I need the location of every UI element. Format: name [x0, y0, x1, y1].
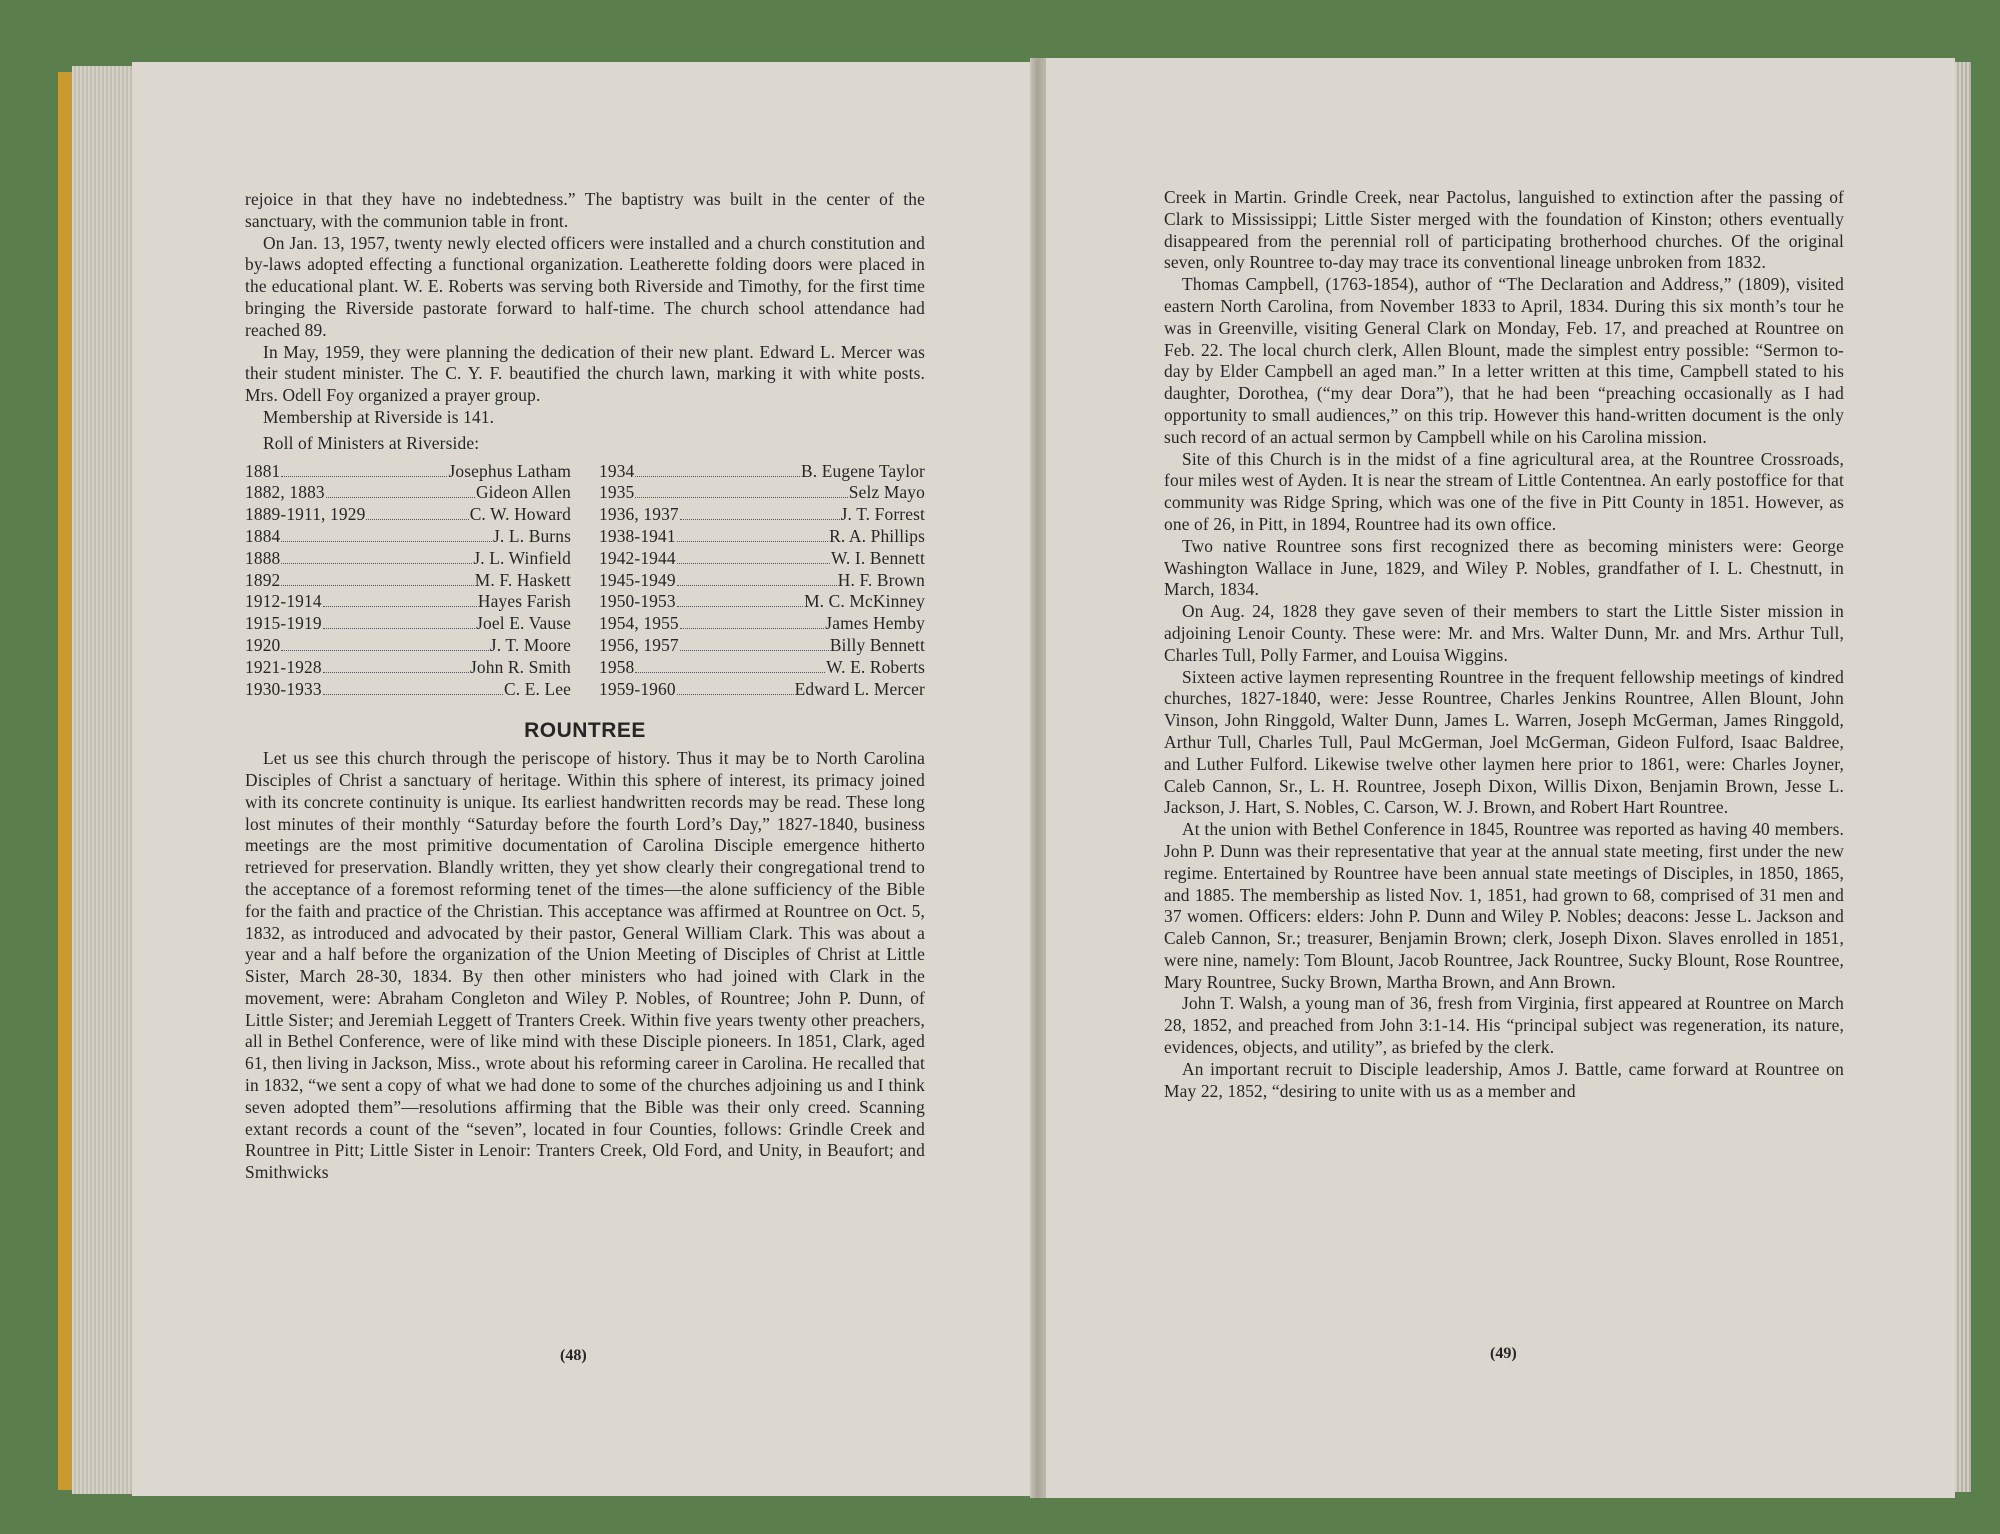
roll-years: 1934	[599, 460, 635, 481]
book-gutter	[1030, 58, 1046, 1498]
leader-dots	[680, 519, 840, 520]
page-number-left: (48)	[560, 1347, 587, 1364]
leader-dots	[323, 606, 477, 607]
roll-entry	[599, 591, 925, 613]
roll-years: 1935	[599, 482, 635, 503]
roll-entry	[599, 613, 925, 635]
roll-entry	[245, 482, 571, 504]
roll-column-right	[599, 461, 925, 701]
roll-entry	[245, 679, 571, 701]
roll-years: 1920	[245, 634, 281, 655]
roll-minister-name: J. T. Moore	[489, 634, 571, 655]
leader-dots	[677, 606, 803, 607]
paragraph: Thomas Campbell, (1763-1854), author of “The Declaration and Address,” (1809), visited eastern North Carolina, from November 1833 to April, 1834. During this six month’s tour he was in Greenville, visiting General Clark on Monday, Feb. 17, and preached at Rountree on Feb. 22. The local church clerk, Allen Blount, made the simplest entry possible: “Sermon to-day by Elder Campbell an aged man.” In a letter written at this time, Campbell stated to his daughter, Dorothea, (“my dear Dora”), that he had been “preaching occasionally as I had opportunity to small audiences,” on this trip. However this hand-written document is the only such record of an actual sermon by Campbell while on his Carolina mission.	[1164, 274, 1844, 447]
paragraph: rejoice in that they have no indebtedness.” The baptistry was built in the center of the sanctuary, with the communion table in front.	[245, 189, 925, 231]
roll-minister-name: Hayes Farish	[477, 591, 571, 612]
leader-dots	[677, 585, 837, 586]
roll-entry	[599, 548, 925, 570]
roll-column-left	[245, 461, 571, 701]
leader-dots	[680, 628, 825, 629]
roll-years: 1892	[245, 569, 281, 590]
roll-years: 1882, 1883	[245, 482, 325, 503]
roll-minister-name: Billy Bennett	[829, 634, 925, 655]
roll-entry	[599, 570, 925, 592]
left-top-paragraphs	[245, 189, 925, 429]
paragraph: On Jan. 13, 1957, twenty newly elected officers were installed and a church constitution and by-laws adopted effecting a functional organization. Leatherette folding doors were placed in the educational plant. W. E. Roberts was serving both Riverside and Timothy, for the first time bringing the Riverside pastorate forward to half-time. The church school attendance had reached 89.	[245, 232, 925, 340]
roll-minister-name: Selz Mayo	[848, 482, 925, 503]
leader-dots	[677, 563, 830, 564]
paragraph: An important recruit to Disciple leadership, Amos J. Battle, came forward at Rountree on May 22, 1852, “desiring to unite with us as a member and	[1164, 1058, 1844, 1101]
paragraph: Sixteen active laymen representing Rountree in the frequent fellowship meetings of kindred churches, 1827-1840, were: Jesse Rountree, Charles Jenkins Rountree, Allen Blount, John Vinson, John Ringgold, Walter Dunn, James L. Warren, Joseph McGerman, James Ringgold, Arthur Tull, Charles Tull, Paul McGerman, Joel McGerman, Gideon Fulford, Isaac Baldree, and Luther Fulford. Likewise twelve other laymen here prior to 1861, were: Charles Joyner, Caleb Cannon, Sr., L. H. Rountree, Joseph Dixon, Willis Dixon, Benjamin Brown, Jesse L. Jackson, J. Hart, S. Nobles, C. Carson, W. J. Brown, and Robert Hart Rountree.	[1164, 666, 1844, 818]
roll-years: 1881	[245, 460, 281, 481]
roll-entry	[599, 526, 925, 548]
roll-entry	[245, 591, 571, 613]
roll-minister-name: Josephus Latham	[448, 460, 571, 481]
roll-minister-name: J. L. Burns	[493, 525, 571, 546]
right-page-text	[1164, 187, 1844, 1102]
roll-minister-name: Gideon Allen	[475, 482, 571, 503]
section-title: ROUNTREE	[524, 719, 646, 743]
section-paragraph: Let us see this church through the periscope of history. Thus it may be to North Carolina Disciples of Christ a sanctuary of heritage. Within this sphere of interest, its primacy joined with its concrete continuity is unique. Its earliest handwritten records may be read. These long lost minutes of their monthly “Saturday before the fourth Lord’s Day,” 1827-1840, business meetings are the most primitive documentation of Carolina Disciple emergence hitherto retrieved for preservation. Blandly written, they yet show clearly their congregational trend to the acceptance of a foremost reforming tenet of the times—the alone sufficiency of the Bible for the faith and practice of the Christian. This acceptance was affirmed at Rountree on Oct. 5, 1832, as introduced and advocated by their pastor, General William Clark. This was about a year and a half before the organization of the Union Meeting of Disciples of Christ at Little Sister, March 28-30, 1834. By then other ministers who had joined with Clark in the movement, were: Abraham Congleton and Wiley P. Nobles, of Rountree; John P. Dunn, of Little Sister; and Jeremiah Leggett of Tranters Creek. Within five years twenty other preachers, all in Bethel Conference, were of like mind with these Disciple pioneers. In 1851, Clark, aged 61, then living in Jackson, Miss., wrote about his reforming career in Carolina. He recalled that in 1832, “we sent a copy of what we had done to some of the churches adjoining us and I think seven adopted them”—resolutions affirming that the Bible was their only creed. Scanning extant records a count of the “seven”, located in four Counties, follows: Grindle Creek and Rountree in Pitt; Little Sister in Lenoir: Tranters Creek, Old Ford, and Unity, in Beaufort; and Smithwicks	[245, 748, 925, 1183]
roll-entry	[599, 635, 925, 657]
page-edges-left	[72, 66, 132, 1494]
leader-dots	[680, 650, 829, 651]
roll-entry	[245, 613, 571, 635]
roll-minister-name: W. I. Bennett	[830, 547, 925, 568]
roll-entry	[599, 482, 925, 504]
roll-minister-name: Edward L. Mercer	[794, 678, 925, 699]
book-edge-yellow	[58, 72, 72, 1490]
paragraph: In May, 1959, they were planning the dedication of their new plant. Edward L. Mercer was their student minister. The C. Y. F. beautified the church lawn, marking it with white posts. Mrs. Odell Foy organized a prayer group.	[245, 341, 925, 406]
roll-minister-name: J. L. Winfield	[473, 547, 571, 568]
paragraph: Two native Rountree sons first recognized there as becoming ministers were: George Washington Wallace in June, 1829, and Wiley P. Nobles, grandfather of I. L. Chestnutt, in March, 1834.	[1164, 535, 1844, 600]
roll-minister-name: James Hemby	[825, 613, 925, 634]
roll-entry	[245, 548, 571, 570]
page-number-right: (49)	[1490, 1345, 1517, 1362]
roll-years: 1888	[245, 547, 281, 568]
leader-dots	[635, 476, 800, 477]
roll-entry	[245, 635, 571, 657]
leader-dots	[323, 694, 503, 695]
paragraph: John T. Walsh, a young man of 36, fresh from Virginia, first appeared at Rountree on March 28, 1852, and preached from John 3:1-14. His “principal subject was regeneration, its nature, evidences, objects, and utility”, as briefed by the clerk.	[1164, 993, 1844, 1058]
roll-minister-name: M. F. Haskett	[474, 569, 571, 590]
leader-dots	[677, 694, 794, 695]
roll-minister-name: C. E. Lee	[503, 678, 571, 699]
roll-minister-name: H. F. Brown	[837, 569, 925, 590]
leader-dots	[281, 541, 492, 542]
paragraph: Membership at Riverside is 141.	[263, 406, 495, 427]
leader-dots	[323, 628, 475, 629]
leader-dots	[677, 541, 828, 542]
roll-years: 1958	[599, 656, 635, 677]
roll-years: 1950-1953	[599, 591, 676, 612]
leader-dots	[635, 497, 847, 498]
roll-years: 1921-1928	[245, 656, 322, 677]
leader-dots	[281, 476, 447, 477]
roll-entry	[599, 679, 925, 701]
leader-dots	[323, 672, 469, 673]
leader-dots	[281, 585, 473, 586]
paragraph: Creek in Martin. Grindle Creek, near Pactolus, languished to extinction after the passing of Clark to Mississippi; Little Sister merged with the foundation of Kinston; others eventually disappeared from the perennial roll of participating brotherhood churches. Of the original seven, only Rountree to-day may trace its conventional lineage unbroken from 1832.	[1164, 187, 1844, 273]
roll-entry	[245, 526, 571, 548]
roll-years: 1956, 1957	[599, 634, 679, 655]
roll-entry	[245, 657, 571, 679]
roll-entry	[599, 657, 925, 679]
roll-minister-name: M. C. McKinney	[804, 591, 925, 612]
roll-minister-name: C. W. Howard	[469, 504, 571, 525]
roll-years: 1930-1933	[245, 678, 322, 699]
roll-minister-name: John R. Smith	[469, 656, 571, 677]
roll-minister-name: J. T. Forrest	[840, 504, 925, 525]
roll-years: 1945-1949	[599, 569, 676, 590]
leader-dots	[326, 497, 475, 498]
leader-dots	[635, 672, 825, 673]
roll-minister-name: B. Eugene Taylor	[800, 460, 925, 481]
roll-minister-name: Joel E. Vause	[476, 613, 571, 634]
roll-years: 1884	[245, 525, 281, 546]
paragraph: On Aug. 24, 1828 they gave seven of their members to start the Little Sister mission in adjoining Lenoir County. These were: Mr. and Mrs. Walter Dunn, Mr. and Mrs. Arthur Tull, Charles Tull, Polly Farmer, and Louisa Wiggins.	[1164, 601, 1844, 665]
roll-entry	[245, 504, 571, 526]
roll-years: 1954, 1955	[599, 613, 679, 634]
roll-entry	[599, 504, 925, 526]
left-page-text	[245, 189, 925, 1184]
roll-entry	[599, 461, 925, 483]
leader-dots	[281, 563, 472, 564]
roll-years: 1912-1914	[245, 591, 322, 612]
roll-years: 1942-1944	[599, 547, 676, 568]
leader-dots	[281, 650, 488, 651]
roll-entry	[245, 461, 571, 483]
roll-heading: Roll of Ministers at Riverside:	[263, 432, 480, 453]
roll-years: 1889-1911, 1929	[245, 504, 366, 525]
roll-entry	[245, 570, 571, 592]
roll-minister-name: R. A. Phillips	[829, 525, 925, 546]
roll-years: 1915-1919	[245, 613, 322, 634]
roll-years: 1938-1941	[599, 525, 676, 546]
paragraph: At the union with Bethel Conference in 1845, Rountree was reported as having 40 members. John P. Dunn was their representative that year at the annual state meeting, first under the new regime. Entertained by Rountree have been annual state meetings of Disciples, in 1850, 1865, and 1885. The membership as listed Nov. 1, 1851, had grown to 68, comprised of 31 men and 37 women. Officers: elders: John P. Dunn and Wiley P. Nobles; deacons: Jesse L. Jackson and Caleb Cannon, Sr.; treasurer, Benjamin Brown; clerk, Joseph Dixon. Slaves enrolled in 1851, were nine, namely: Tom Blount, Jacob Rountree, Jack Rountree, Sucky Blount, Rose Rountree, Mary Rountree, Sucky Brown, Martha Brown, and Ann Brown.	[1164, 819, 1844, 992]
leader-dots	[366, 519, 468, 520]
roll-minister-name: W. E. Roberts	[826, 656, 925, 677]
paragraph: Site of this Church is in the midst of a fine agricultural area, at the Rountree Crossroads, four miles west of Ayden. It is near the stream of Little Contentnea. An early postoffice for that community was Ridge Spring, which was one of the five in Pitt County in 1851. However, as one of 26, in Pitt, in 1894, Rountree had its own office.	[1164, 448, 1844, 534]
page-edges-right	[1955, 62, 1971, 1492]
roll-of-ministers	[245, 461, 925, 701]
roll-years: 1959-1960	[599, 678, 676, 699]
roll-years: 1936, 1937	[599, 504, 679, 525]
